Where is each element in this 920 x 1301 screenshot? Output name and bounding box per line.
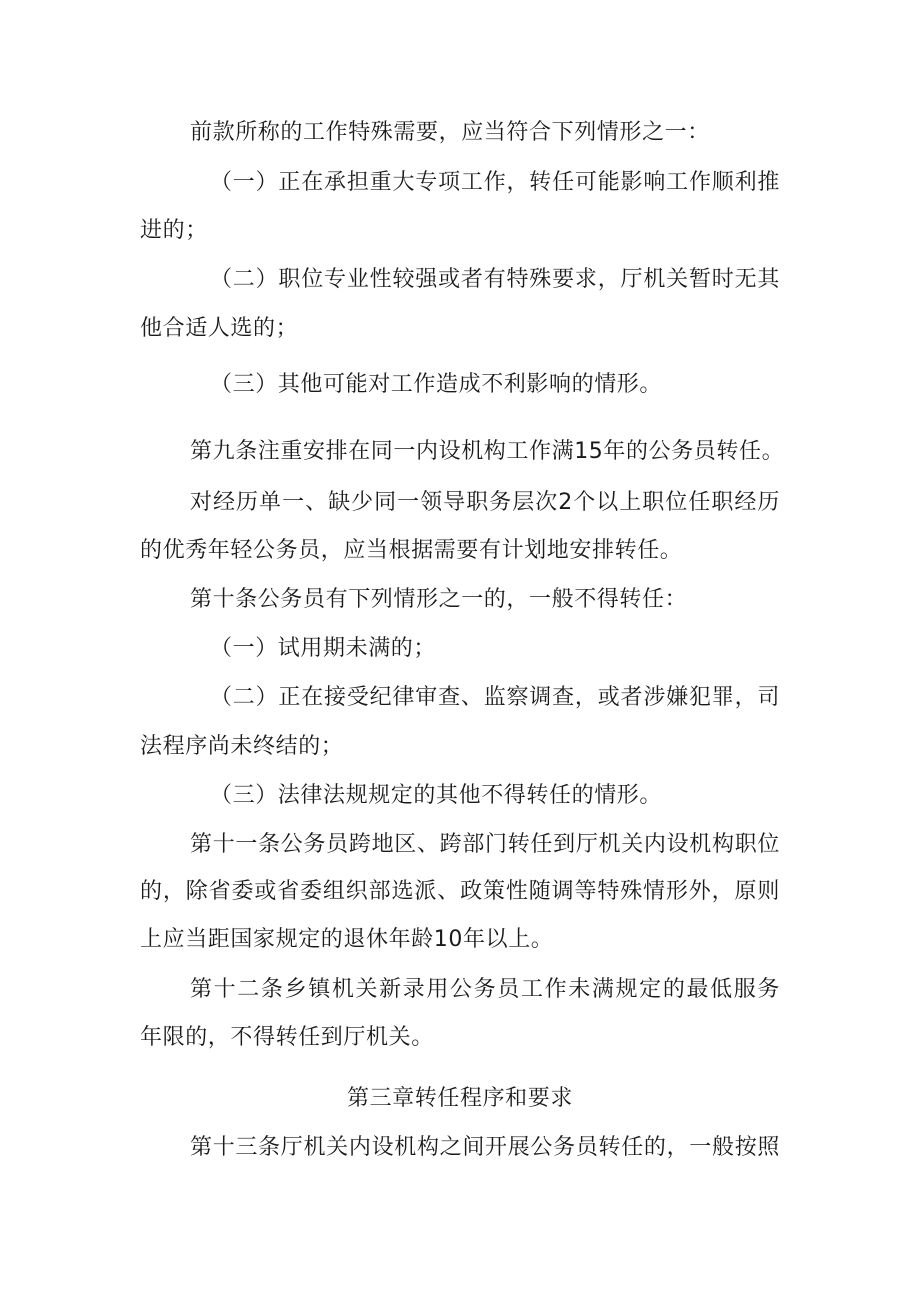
paragraph-line: （三）法律法规规定的其他不得转任的情形。 [210,783,663,808]
paragraph-line: 他合适人选的； [140,316,299,341]
paragraph-line: 第十三条厅机关内设机构之间开展公务员转任的，一般按照 [190,1135,780,1160]
paragraph-line: 第十一条公务员跨地区、跨部门转任到厅机关内设机构职位 [190,832,780,857]
paragraph-line: （三）其他可能对工作造成不利影响的情形。 [210,372,663,397]
paragraph-line: 进的； [140,218,208,243]
paragraph-line: 法程序尚未终结的； [140,734,344,759]
paragraph-line: 年限的，不得转任到厅机关。 [140,1025,434,1050]
paragraph-line: 第十二条乡镇机关新录用公务员工作未满规定的最低服务 [190,977,780,1002]
paragraph-line: （二）职位专业性较强或者有特殊要求，厅机关暂时无其 [210,267,780,292]
paragraph-line: （一）正在承担重大专项工作，转任可能影响工作顺利推 [210,170,780,195]
paragraph-line: 第九条注重安排在同一内设机构工作满15年的公务员转任。 [190,439,785,464]
paragraph-line: 第十条公务员有下列情形之一的，一般不得转任： [190,587,688,612]
paragraph-line: 上应当距国家规定的退休年龄10年以上。 [140,927,554,952]
paragraph-line: 的优秀年轻公务员，应当根据需要有计划地安排转任。 [140,538,683,563]
paragraph-line: （一）试用期未满的； [210,636,437,661]
paragraph-line: 前款所称的工作特殊需要，应当符合下列情形之一： [190,120,710,145]
paragraph-line: 对经历单一、缺少同一领导职务层次2个以上职位任职经历 [190,490,780,515]
paragraph-line: （二）正在接受纪律审查、监察调查，或者涉嫌犯罪，司 [210,685,780,710]
chapter-heading: 第三章转任程序和要求 [346,1086,573,1111]
paragraph-line: 的，除省委或省委组织部选派、政策性随调等特殊情形外，原则 [140,879,780,904]
